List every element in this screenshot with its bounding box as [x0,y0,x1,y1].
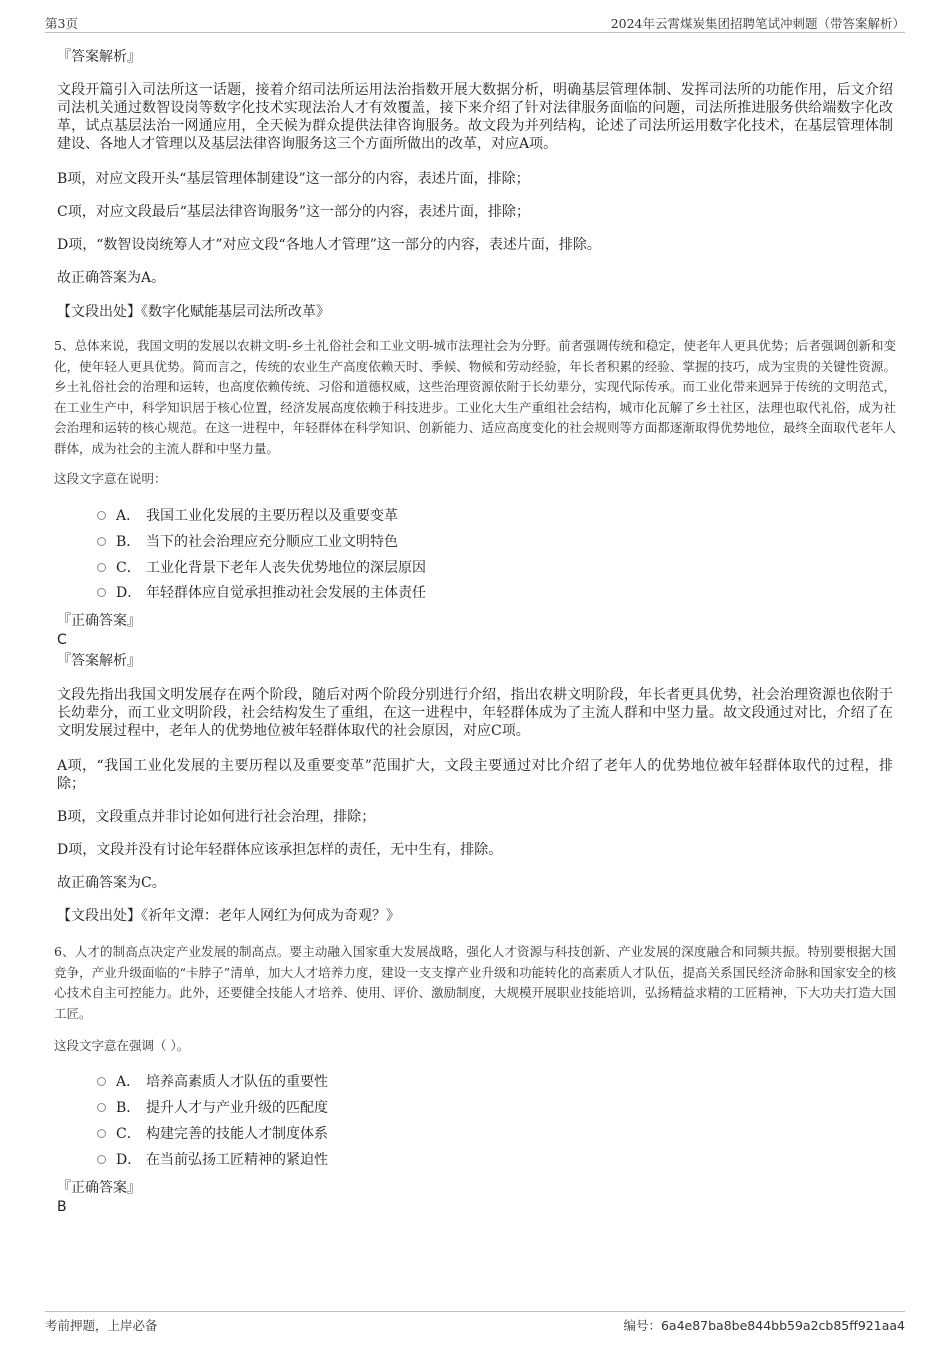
page-header [45,14,905,33]
q6-option-d-text: 在当前弘扬工匠精神的紧迫性 [146,1152,328,1168]
q5-question-text: 5、总体来说，我国文明的发展以农耕文明-乡土礼俗社会和工业文明-城市法理社会为分野。前者强调传统和稳定，使老年人更具优势；后者强调创新和变化，使年轻人更具优势。简而言之，传统的农业生产高度依赖天时、季候、物候和劳动经验，年长者积累的经验、掌握的技巧，成为宝贵的关键性资源。乡土礼俗社会的治理和运转，也高度依赖传统、习俗和道德权威，这些治理资源依附于长幼辈分，实现代际传承。而工业化带来迥异于传统的文明范式，在工业生产中，科学知识居于核心位置，经济发展高度依赖于科技进步。工业化大生产重组社会结构，城市化瓦解了乡土社区，法理也取代礼俗，成为社会治理和运转的核心规范。在这一进程中，年轻群体在科学知识、创新能力、适应高度变化的社会规则等方面都逐渐取得优势地位，最终全面取代老年人群体，成为社会的主流人群和中坚力量。 [54,338,896,456]
q4-analysis-paragraph-2: B项，对应文段开头“基层管理体制建设”这一部分的内容，表述片面，排除； [57,171,530,187]
q6-option-d-letter: D． [116,1152,142,1168]
q6-option-b-letter: B． [116,1100,141,1116]
q6-correct-answer: B [57,1199,67,1215]
q6-option-b-text: 提升人才与产业升级的匹配度 [146,1100,328,1116]
q6-prompt: 这段文字意在强调（ ）。 [54,1038,190,1053]
q6-option-c-letter: C． [116,1126,141,1142]
q6-option-b[interactable] [97,1099,328,1117]
page-footer [45,1311,905,1332]
q5-option-a-text: 我国工业化发展的主要历程以及重要变革 [146,508,398,524]
q4-source: 【文段出处】《数字化赋能基层司法所改革》 [57,304,330,320]
q5-analysis-paragraph-3: B项，文段重点并非讨论如何进行社会治理，排除； [57,809,376,825]
q5-option-c[interactable] [97,559,426,577]
q5-source: 【文段出处】《祈年文潭：老年人网红为何成为奇观？》 [57,908,400,924]
q5-analysis-paragraph-2: A项，“我国工业化发展的主要历程以及重要变革”范围扩大，文段主要通过对比介绍了老年人的优势地位被年轻群体取代的过程，排除； [57,758,893,792]
q5-correct-answer: C [57,632,67,648]
radio-icon[interactable] [97,511,106,520]
q5-analysis-label: 『答案解析』 [57,653,141,669]
radio-icon[interactable] [97,1103,106,1112]
radio-icon[interactable] [97,1077,106,1086]
radio-icon[interactable] [97,537,106,546]
q6-option-c[interactable] [97,1125,328,1143]
radio-icon[interactable] [97,1129,106,1138]
footer-code-label: 编号： [623,1318,661,1333]
q5-analysis-paragraph-1: 文段先指出我国文明发展存在两个阶段，随后对两个阶段分别进行介绍，指出农耕文明阶段，年长者更具优势，社会治理资源也依附于长幼辈分，而工业文明阶段，社会结构发生了重组，在这一进程中，年轻群体成为了主流人群和中坚力量。故文段通过对比，介绍了在文明发展过程中，老年人的优势地位被年轻群体取代的社会原因，对应C项。 [57,687,893,739]
q6-option-d[interactable] [97,1151,328,1169]
q5-option-b-text: 当下的社会治理应充分顺应工业文明特色 [146,534,398,550]
radio-icon[interactable] [97,588,106,597]
q5-option-c-text: 工业化背景下老年人丧失优势地位的深层原因 [146,560,426,576]
q5-option-d-letter: D． [116,585,142,601]
page-number: 第3页 [45,16,78,31]
q4-analysis-paragraph-3: C项，对应文段最后“基层法律咨询服务”这一部分的内容，表述片面，排除； [57,204,531,220]
q6-question-text: 6、人才的制高点决定产业发展的制高点。要主动融入国家重大发展战略，强化人才资源与科技创新、产业发展的深度融合和同频共振。特别要根据大国竞争，产业升级面临的“卡脖子”清单，加大人才培养力度，建设一支支撑产业升级和功能转化的高素质人才队伍，提高关系国民经济命脉和国家安全的核心技术自主可控能力。此外，还要健全技能人才培养、使用、评价、激励制度，大规模开展职业技能培训，弘扬精益求精的工匠精神，下大功夫打造大国工匠。 [54,944,896,1021]
q4-analysis-label: 『答案解析』 [57,49,141,65]
q5-option-c-letter: C． [116,560,141,576]
footer-code [623,1316,905,1334]
q5-correct-label: 『正确答案』 [57,613,141,629]
q6-option-a-text: 培养高素质人才队伍的重要性 [146,1074,328,1090]
q6-correct-label: 『正确答案』 [57,1180,141,1196]
q5-prompt: 这段文字意在说明： [54,471,167,486]
q5-option-b-letter: B． [116,534,141,550]
q5-option-d[interactable] [97,584,426,602]
q4-analysis-paragraph-1: 文段开篇引入司法所这一话题，接着介绍司法所运用法治指数开展大数据分析，明确基层管理体制、发挥司法所的功能作用，后文介绍司法机关通过数智设岗等数字化技术实现法治人才有效覆盖，接下来介绍了针对法律服务面临的问题，司法所推进服务供给端数字化改革，试点基层法治一网通应用，全天候为群众提供法律咨询服务。故文段为并列结构，论述了司法所运用数字化技术，在基层管理体制建设、各地人才管理以及基层法律咨询服务这三个方面所做出的改革，对应A项。 [57,82,893,152]
q5-option-b[interactable] [97,533,398,551]
radio-icon[interactable] [97,1155,106,1164]
q5-analysis-paragraph-4: D项，文段并没有讨论年轻群体应该承担怎样的责任，无中生有，排除。 [57,842,503,858]
q5-option-a-letter: A． [116,508,141,524]
q4-analysis-paragraph-4: D项，“数智设岗统筹人才”对应文段“各地人才管理”这一部分的内容，表述片面，排除。 [57,237,601,253]
q5-option-d-text: 年轻群体应自觉承担推动社会发展的主体责任 [146,585,426,601]
q6-option-a[interactable] [97,1073,328,1091]
q6-option-c-text: 构建完善的技能人才制度体系 [146,1126,328,1142]
q5-option-a[interactable] [97,507,398,525]
q5-analysis-paragraph-5: 故正确答案为C。 [57,875,166,891]
document-title: 2024年云霄煤炭集团招聘笔试冲刺题（带答案解析） [610,16,905,31]
q6-option-a-letter: A． [116,1074,141,1090]
footer-code-value: 6a4e87ba8be844bb59a2cb85ff921aa4 [660,1318,905,1333]
q4-analysis-paragraph-5: 故正确答案为A。 [57,270,166,286]
footer-slogan: 考前押题，上岸必备 [45,1318,158,1333]
radio-icon[interactable] [97,563,106,572]
